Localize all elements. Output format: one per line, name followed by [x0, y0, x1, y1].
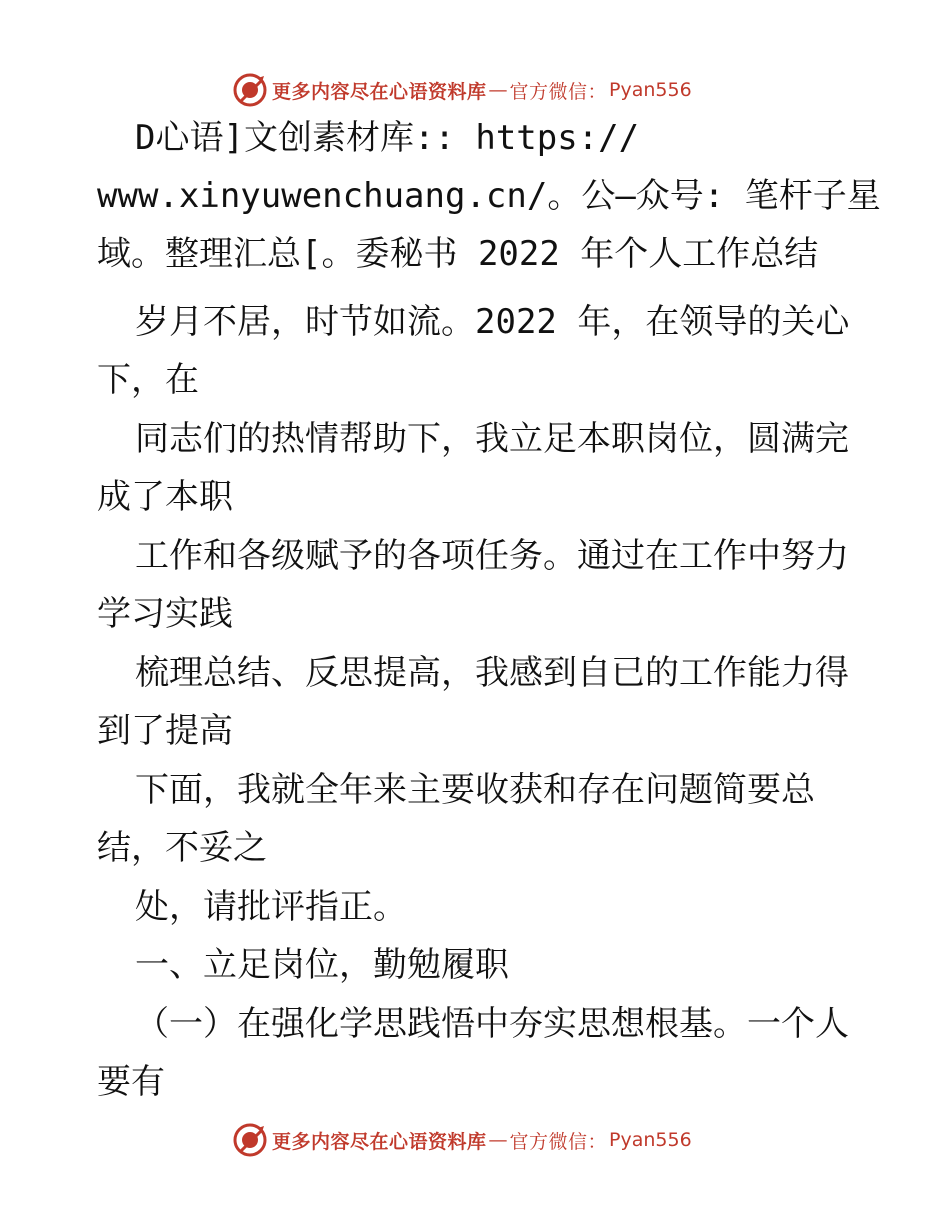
- pen-logo-icon: [232, 1122, 268, 1158]
- banner-wechat-label: 官方微信：: [509, 80, 608, 103]
- text-line: 成了本职: [97, 477, 233, 517]
- text-line: 工作和各级赋予的各项任务。通过在工作中努力: [135, 536, 849, 576]
- text-line: 下，在: [97, 360, 199, 400]
- text-line: 结，不妥之: [97, 828, 267, 868]
- text-line: 学习实践: [97, 594, 233, 634]
- text-line: 域。整理汇总[。委秘书 2022 年个人工作总结: [97, 234, 819, 274]
- banner-wechat-id: Pyan556: [609, 1129, 692, 1151]
- text-line: 梳理总结、反思提高，我感到自已的工作能力得: [135, 653, 849, 693]
- header-watermark-banner: [232, 70, 732, 110]
- banner-separator: —: [488, 1129, 508, 1151]
- text-line: 下面，我就全年来主要收获和存在问题简要总: [135, 770, 815, 810]
- text-line: 处，请批评指正。: [135, 887, 407, 927]
- banner-title: 更多内容尽在心语资料库: [272, 80, 487, 103]
- pen-logo-icon: [232, 72, 268, 108]
- banner-wechat-label: 官方微信：: [509, 1130, 608, 1153]
- text-line: 同志们的热情帮助下，我立足本职岗位，圆满完: [135, 419, 849, 459]
- banner-title: 更多内容尽在心语资料库: [272, 1130, 487, 1153]
- section-heading: 一、立足岗位，勤勉履职: [135, 945, 509, 985]
- text-line: 要有: [97, 1062, 165, 1102]
- banner-wechat-id: Pyan556: [609, 79, 692, 101]
- text-line: 到了提高: [97, 711, 233, 751]
- banner-separator: —: [488, 79, 508, 101]
- text-line: D心语]文创素材库:: https://: [135, 118, 640, 158]
- text-line: 岁月不居，时节如流。2022 年，在领导的关心: [135, 302, 850, 342]
- text-line: www.xinyuwenchuang.cn/。公—众号: 笔杆子星: [97, 176, 881, 216]
- text-line: （一）在强化学思践悟中夯实思想根基。一个人: [135, 1004, 849, 1044]
- footer-watermark-banner: [232, 1120, 732, 1160]
